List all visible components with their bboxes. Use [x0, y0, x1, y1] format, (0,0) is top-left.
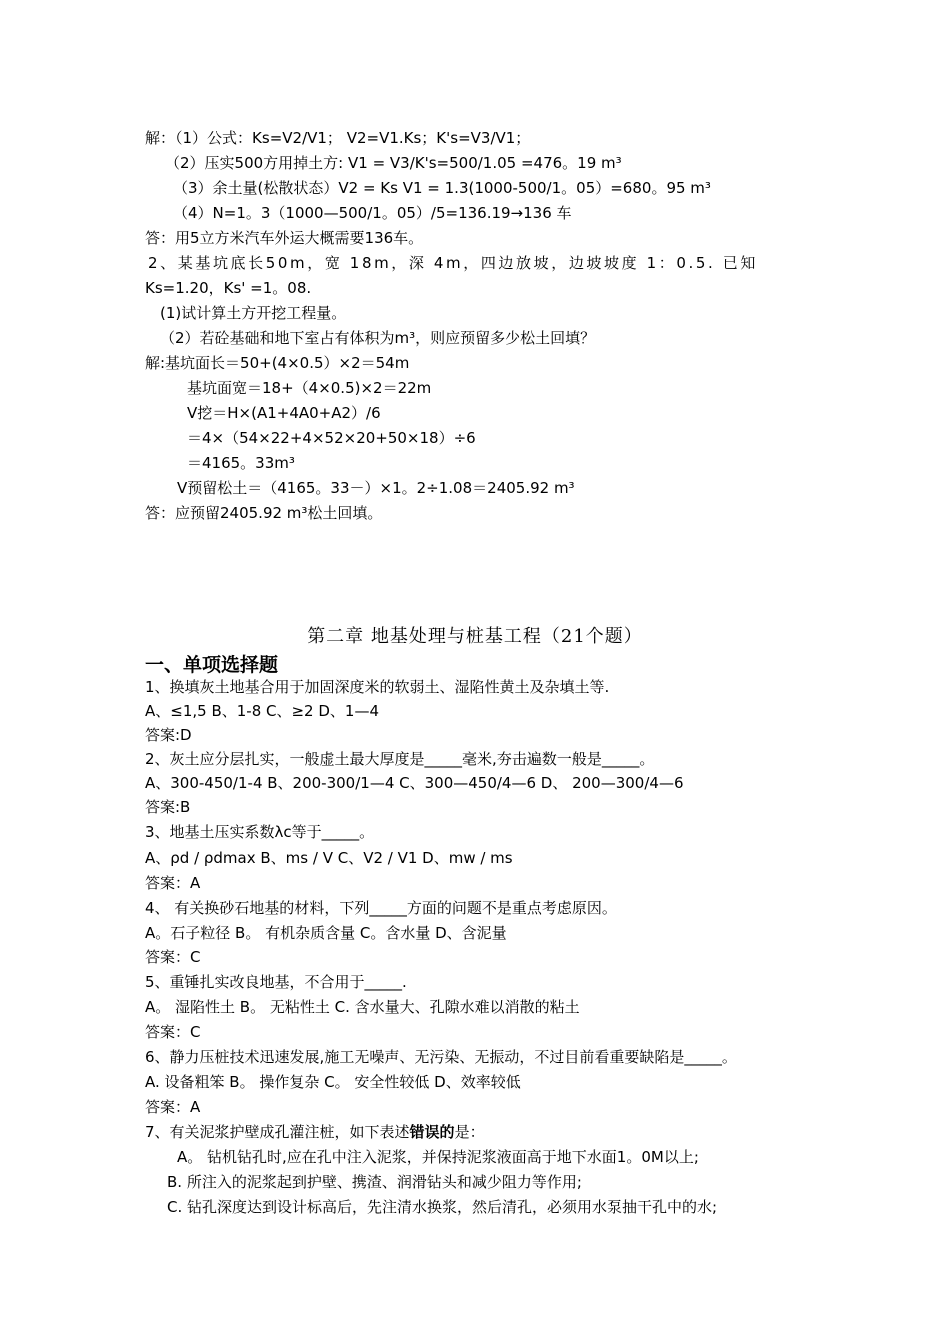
solution-2-line-5: ＝4165。33m³ [187, 454, 295, 472]
section-heading: 一、单项选择题 [145, 654, 279, 676]
problem-2-line-1 [148, 253, 808, 273]
solution-line-3: （3）余土量(松散状态）V2 = Ks V1 = 1.3(1000-500/1。05）=680。95 m³ [173, 179, 711, 197]
solution-2-line-1: 解:基坑面长＝50+(4×0.5）×2＝54m [145, 354, 410, 372]
solution-line-1: 解：（1）公式：Ks=V2/V1； V2=V1.Ks；K's=V3/V1； [145, 129, 531, 147]
answer-2-line: 答：应预留2405.92 m³松土回填。 [145, 504, 383, 522]
question-1: 1、换填灰土地基合用于加固深度米的软弱土、湿陷性黄土及杂填土等. [145, 678, 610, 696]
question-4: 4、 有关换砂石地基的材料，下列_____方面的问题不是重点考虑原因。 [145, 899, 617, 917]
solution-2-line-4: ＝4×（54×22+4×52×20+50×18）÷6 [187, 429, 476, 447]
answer-line: 答：用5立方米汽车外运大概需要136车。 [145, 229, 424, 247]
question-1-answer: 答案:D [145, 726, 192, 744]
solution-2-line-2: 基坑面宽＝18+（4×0.5)×2＝22m [187, 379, 432, 397]
problem-2-part-2: （2）若砼基础和地下室占有体积为m³，则应预留多少松土回填？ [160, 329, 596, 347]
solution-2-line-3: V挖＝H×(A1+4A0+A2）/6 [187, 404, 381, 422]
question-2-answer: 答案:B [145, 798, 191, 816]
solution-line-2: （2）压实500方用掉土方: V1 = V3/K's=500/1.05 =476。19 m³ [165, 154, 622, 172]
problem-2-part-1: (1)试计算土方开挖工程量。 [160, 304, 347, 322]
problem-2-text: 2、某基坑底长50m，宽 18m，深 4m，四边放坡，边坡坡度 1：0.5. 已知 [148, 254, 758, 272]
question-7-option-a: A。 钻机钻孔时,应在孔中注入泥浆，并保持泥浆液面高于地下水面1。0M以上; [177, 1148, 699, 1166]
question-7-option-b: B. 所注入的泥浆起到护壁、携渣、润滑钻头和减少阻力等作用; [167, 1173, 582, 1191]
question-7-text: 7、有关泥浆护壁成孔灌注桩，如下表述 [145, 1123, 410, 1141]
solution-line-4: （4）N=1。3（1000—500/1。05）/5=136.19→136 车 [173, 204, 572, 222]
question-7-option-c: C. 钻孔深度达到设计标高后，先注清水换浆，然后清孔，必须用水泵抽干孔中的水; [167, 1198, 718, 1216]
question-7 [145, 1122, 485, 1142]
question-7-emphasis: 错误的 [409, 1123, 455, 1141]
question-5-answer: 答案：C [145, 1023, 201, 1041]
solution-2-line-6: V预留松土＝（4165。33－）×1。2÷1.08＝2405.92 m³ [177, 479, 575, 497]
question-3: 3、地基土压实系数λc等于_____。 [145, 823, 375, 841]
question-4-options: A。石子粒径 B。 有机杂质含量 C。含水量 D、含泥量 [145, 924, 507, 942]
question-3-options: A、ρd / ρdmax B、ms / V C、V2 / V1 D、mw / ms [145, 849, 513, 867]
question-2: 2、灰土应分层扎实，一般虚土最大厚度是_____毫米,夯击遍数一般是_____。 [145, 750, 655, 768]
question-1-options: A、≤1,5 B、1-8 C、≥2 D、1—4 [145, 702, 380, 720]
question-4-answer: 答案：C [145, 948, 201, 966]
question-7-tail: 是： [454, 1123, 485, 1141]
question-3-answer: 答案：A [145, 874, 201, 892]
question-6-answer: 答案：A [145, 1098, 201, 1116]
question-5-options: A。 湿陷性土 B。 无粘性土 C. 含水量大、孔隙水难以消散的粘土 [145, 998, 580, 1016]
question-5: 5、重锤扎实改良地基，不合用于_____. [145, 973, 407, 991]
question-6-options: A. 设备粗笨 B。 操作复杂 C。 安全性较低 D、效率较低 [145, 1073, 521, 1091]
chapter-title: 第二章 地基处理与桩基工程（21个题） [307, 626, 643, 647]
problem-2-line-2: Ks=1.20，Ks' =1。08. [145, 279, 312, 297]
question-2-options: A、300-450/1-4 B、200-300/1—4 C、300—450/4—6 D、 200—300/4—6 [145, 774, 684, 792]
question-6: 6、静力压桩技术迅速发展,施工无噪声、无污染、无振动，不过目前看重要缺陷是_____。 [145, 1048, 737, 1066]
